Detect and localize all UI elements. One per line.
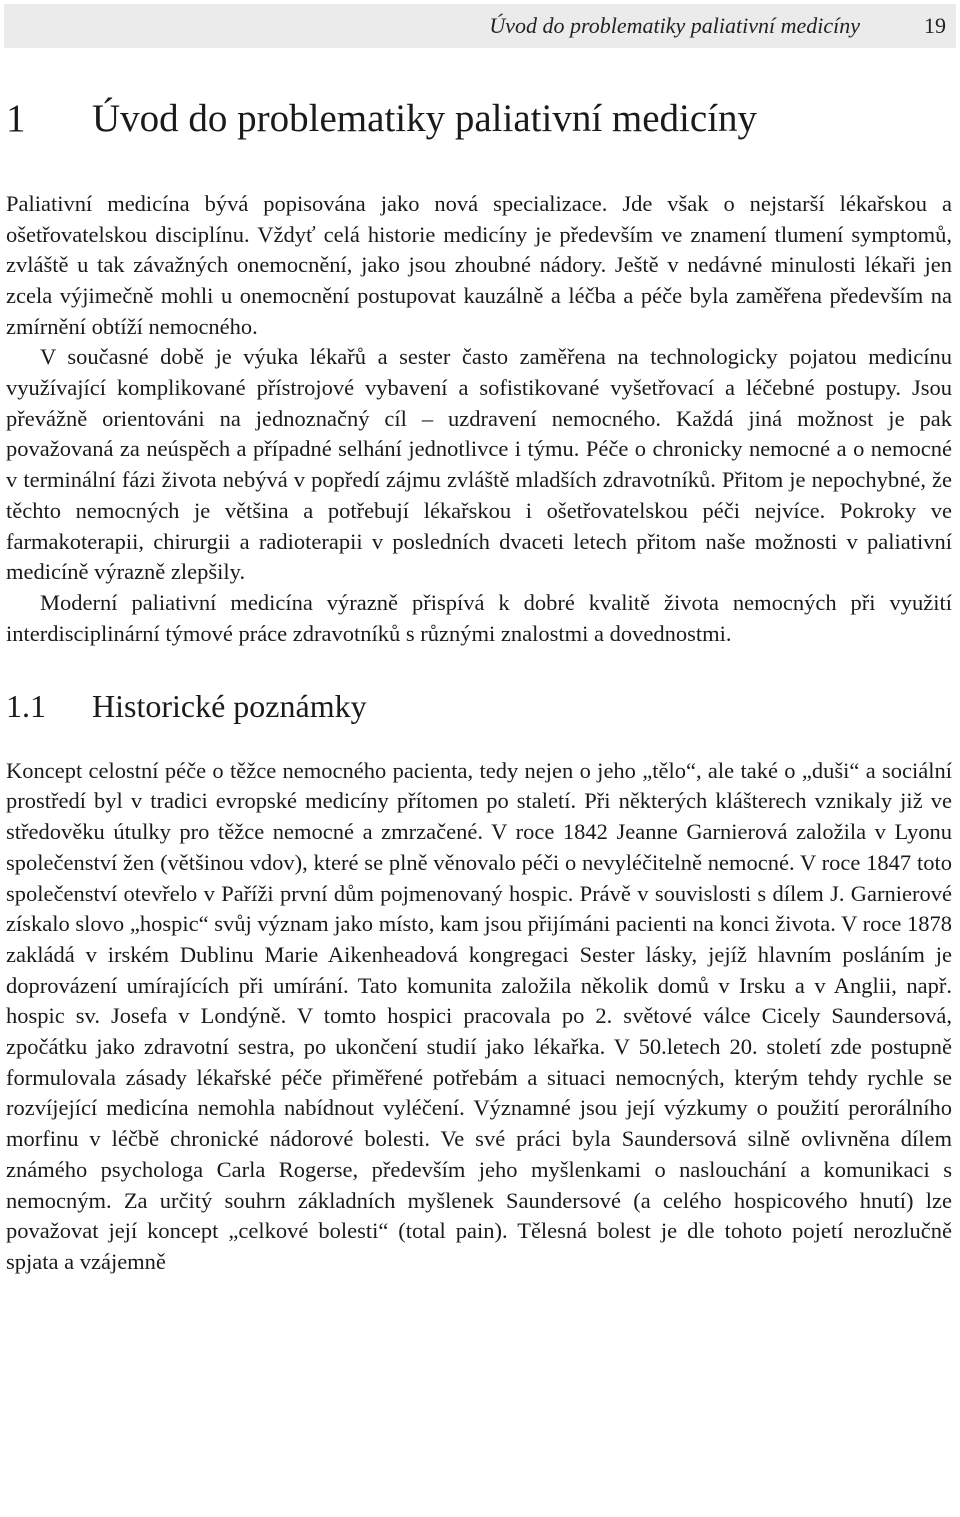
running-title: Úvod do problematiky paliativní medicíny bbox=[489, 13, 860, 38]
section-heading bbox=[6, 687, 952, 725]
chapter-heading bbox=[6, 96, 952, 143]
chapter-number: 1 bbox=[6, 97, 26, 140]
paragraph: V současné době je výuka lékařů a sester často zaměřena na technologicky pojatou medicínu využívající komplikované přístrojové vybavení a sofistikované vyšetřovací a léčebné postupy. Jsou převážně orientováni na jednoznačný cíl – uzdravení nemocného. Každá jiná možnost je pak považovaná za neúspěch a případné selhání jednotlivce i týmu. Péče o chronicky nemocné a o nemocné v terminální fázi života nebývá v popředí zájmu zvláště mladších zdravotníků. Přitom je nepochybné, že těchto nemocných je většina a potřebují lékařskou i ošetřovatelskou péči nejvíce. Pokroky ve farmakoterapii, chirurgii a radioterapii v posledních dvaceti letech přitom naše možnosti v paliativní medicíně výrazně zlepšily. bbox=[6, 344, 952, 585]
page-content bbox=[6, 96, 952, 1278]
section-number: 1.1 bbox=[6, 688, 46, 725]
paragraph: Koncept celostní péče o těžce nemocného pacienta, tedy nejen o jeho „tělo“, ale také o „duši“ a sociální prostředí byl v tradici evropské medicíny přítomen po staletí. Při některých klášterech vznikaly již ve středověku útulky pro těžce nemocné a zmrzačené. V roce 1842 Jeanne Garnierová založila v Lyonu společenství žen (většinou vdov), které se plně věnovalo péči o nevyléčitelně nemocné. V roce 1847 toto společenství otevřelo v Paříži první dům pojmenovaný hospic. Právě v souvislosti s dílem J. Garnierové získalo slovo „hospic“ svůj význam jako místo, kam jsou přijímáni pacienti na konci života. V roce 1878 zakládá v irském Dublinu Marie Aikenheadová kongregaci Sester lásky, jejíž hlavním posláním je doprovázení umírajících při umírání. Tato komunita založila několik domů v Irsku a v Anglii, např. hospic sv. Josefa v Londýně. V tomto hospici pracovala po 2. světové válce Cicely Saundersová, zpočátku jako zdravotní sestra, po ukončení studií jako lékařka. V 50.letech 20. století zde postupně formulovala zásady lékařské péče přiměřené potřebám a situaci nemocných, kterým tehdy rychle se rozvíjející medicína nemohla nabídnout vyléčení. Významné jsou její výzkumy o použití perorálního morfinu v léčbě chronické nádorové bolesti. Ve své práci byla Saundersová silně ovlivněna dílem známého psychologa Carla Rogerse, především jeho myšlenkami o naslouchání a komunikaci s nemocným. Za určitý souhrn základních myšlenek Saundersové (a celého hospicového hnutí) lze považovat její koncept „celkové bolesti“ (total pain). Tělesná bolest je dle tohoto pojetí nerozlučně spjata a vzájemně bbox=[6, 757, 952, 1274]
page-number: 19 bbox=[924, 13, 946, 38]
paragraph: Paliativní medicína bývá popisována jako nová specializace. Jde však o nejstarší lékařskou a ošetřovatelskou disciplínu. Vždyť celá historie medicíny je především ve znamení tlumení symptomů, zvláště u tak závažných onemocnění, jako jsou zhoubné nádory. Ještě v nedávné minulosti lékaři jen zcela výjimečně mohli u onemocnění postupovat kauzálně a léčba a péče byla zaměřena především na zmírnění obtíží nemocného. bbox=[6, 190, 952, 339]
running-header bbox=[4, 4, 956, 48]
chapter-title: Úvod do problematiky paliativní medicíny bbox=[92, 97, 758, 140]
paragraph: Moderní paliativní medicína výrazně přispívá k dobré kvalitě života nemocných při využití interdisciplinární týmové práce zdravotníků s různými znalostmi a dovednostmi. bbox=[6, 589, 952, 646]
section-title: Historické poznámky bbox=[92, 688, 367, 725]
